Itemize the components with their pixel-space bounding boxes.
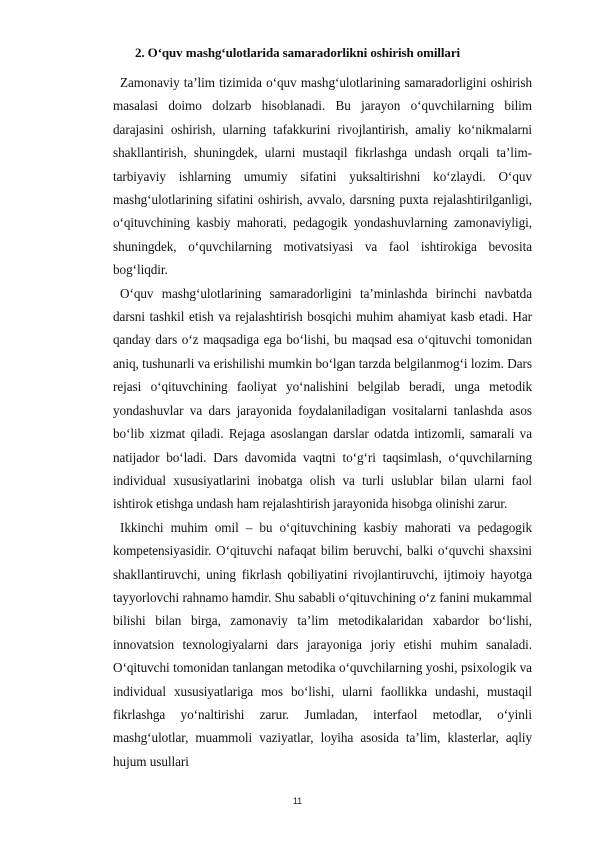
paragraph: Ikkinchi muhim omil – bu o‘qituvchining kasbiy mahorati va pedagogik kompetensiyasidir. O‘qituvchi nafaqat bilim beruvchi, balki o‘quvchi shaxsini shakllantiruvchi, uning fikrlash qobiliyatini rivojlantiruvchi, ijtimoiy hayotga tayyorlovchi rahnamo hamdir. Shu sababli o‘qituvchining o‘z fanini mukammal bilishi bilan birga, zamonaviy ta’lim metodikalaridan xabardor bo‘lishi, innovatsion texnologiyalarni dars jarayoniga joriy etishi muhim sanaladi. O‘qituvchi tomonidan tanlangan metodika o‘quvchilarning yoshi, psixologik va individual xususiyatlariga mos bo‘lishi, ularni faollikka undashi, mustaqil fikrlashga yo‘naltirishi zarur. Jumladan, interfaol metodlar, o‘yinli mashg‘ulotlar, muammoli vaziyatlar, loyiha asosida ta’lim, klasterlar, aqliy hujum usullari	[113, 519, 532, 769]
page-number: 11	[292, 796, 303, 806]
paragraph: Zamonaviy ta’lim tizimida o‘quv mashg‘ulotlarining samaradorligini oshirish masalasi doimo dolzarb hisoblanadi. Bu jarayon o‘quvchilarning bilim darajasini oshirish, ularning tafakkurini rivojlantirish, amaliy ko‘nikmalarni shakllantirish, shuningdek, ularni mustaqil fikrlashga undash orqali ta’lim-tarbiyaviy ishlarning umumiy sifatini yuksaltirishni ko‘zlaydi. O‘quv mashg‘ulotlarining sifatini oshirish, avvalo, darsning puxta rejalashtirilganligi, o‘qituvchining kasbiy mahorati, pedagogik yondashuvlarning zamonaviyligi, shuningdek, o‘quvchilarning motivatsiyasi va faol ishtirokiga bevosita bog‘liqdir.	[113, 75, 532, 278]
section-heading: 2. O‘quv mashg‘ulotlarida samaradorlikni oshirish omillari	[134, 45, 460, 60]
paragraph: O‘quv mashg‘ulotlarining samaradorligini ta’minlashda birinchi navbatda darsni tashkil etish va rejalashtirish bosqichi muhim ahamiyat kasb etadi. Har qanday dars o‘z maqsadiga ega bo‘lishi, bu maqsad esa o‘qituvchi tomonidan aniq, tushunarli va erishilishi mumkin bo‘lgan tarzda belgilanmog‘i lozim. Dars rejasi o‘qituvchining faoliyat yo‘nalishini belgilab beradi, unga metodik yondashuvlar va dars jarayonida foydalaniladigan vositalarni tanlashda asos bo‘lib xizmat qiladi. Rejaga asoslangan darslar odatda intizomli, samarali va natijador bo‘ladi. Dars davomida vaqtni to‘g‘ri taqsimlash, o‘quvchilarning individual xususiyatlarini inobatga olish va turli uslublar bilan ularni faol ishtirok etishga undash ham rejalashtirish jarayonida hisobga olinishi zarur.	[113, 285, 532, 512]
body-text	[113, 71, 532, 773]
